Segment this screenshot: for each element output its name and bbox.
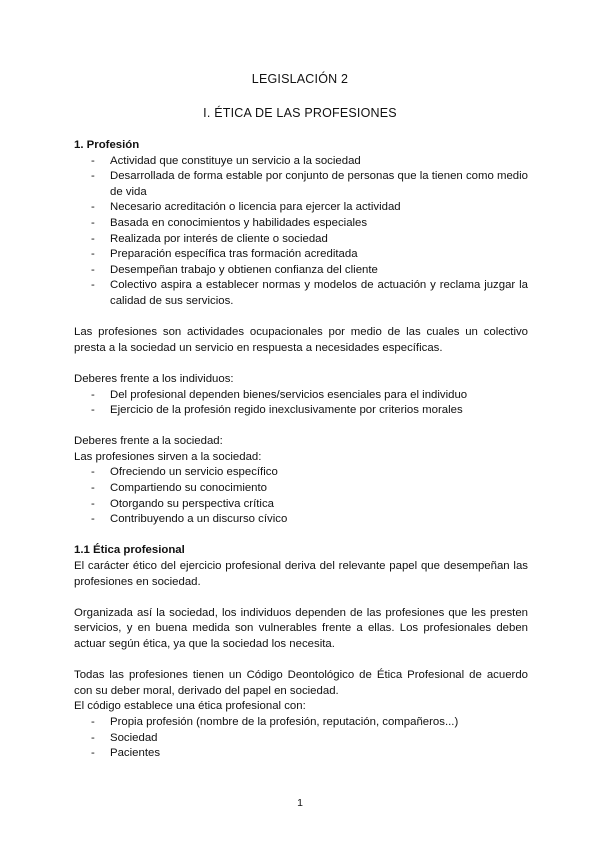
profesion-heading: 1. Profesión (74, 139, 140, 151)
list-item: - Ejercicio de la profesión regido inexclusivamente por criterios morales (74, 403, 528, 419)
etica-paragraph: Organizada así la sociedad, los individuos dependen de las profesiones que les presten servicios, y en buena medida son vulnerables frente a ellas. Los profesionales deben actuar según ética, ya que la sociedad los necesita. (74, 606, 528, 650)
list-item: - Compartiendo su conocimiento (74, 481, 528, 497)
etica-paragraph: Todas las profesiones tienen un Código Deontológico de Ética Profesional de acuerdo con su deber moral, derivado del papel en sociedad. (74, 669, 528, 697)
deberes-sociedad-sublabel: Las profesiones sirven a la sociedad: (74, 450, 262, 463)
list-item: - Desarrollada de forma estable por conjunto de personas que la tienen como medio de vida (74, 169, 528, 200)
code-intro: El código establece una ética profesional con: (74, 700, 306, 713)
code-list (74, 715, 528, 762)
list-item: - Contribuyendo a un discurso cívico (74, 512, 528, 528)
list-item: - Otorgando su perspectiva crítica (74, 497, 528, 513)
deberes-sociedad-list (74, 465, 528, 527)
profesion-definition: Las profesiones son actividades ocupacionales por medio de las cuales un colectivo presta a la sociedad un servicio en respuesta a necesidades específicas. (74, 326, 528, 354)
list-item: - Sociedad (74, 731, 528, 747)
page-number: 1 (297, 797, 303, 809)
etica-heading: 1.1 Ética profesional (74, 544, 185, 557)
list-item: - Desempeñan trabajo y obtienen confianza del cliente (74, 263, 528, 279)
list-item: - Propia profesión (nombre de la profesión, reputación, compañeros...) (74, 715, 528, 731)
list-item: - Del profesional dependen bienes/servicios esenciales para el individuo (74, 388, 528, 404)
list-item: - Realizada por interés de cliente o sociedad (74, 232, 528, 248)
section-title: I. ÉTICA DE LAS PROFESIONES (203, 106, 397, 120)
deberes-individuos-label: Deberes frente a los individuos: (74, 372, 234, 385)
document-body (74, 138, 528, 762)
document-title: LEGISLACIÓN 2 (251, 72, 349, 86)
list-item: - Necesario acreditación o licencia para ejercer la actividad (74, 200, 528, 216)
deberes-sociedad-label: Deberes frente a la sociedad: (74, 435, 223, 448)
list-item: - Actividad que constituye un servicio a la sociedad (74, 154, 528, 170)
list-item: - Basada en conocimientos y habilidades especiales (74, 216, 528, 232)
list-item: - Colectivo aspira a establecer normas y modelos de actuación y reclama juzgar la calidad de sus servicios. (74, 278, 528, 309)
deberes-individuos-list (74, 388, 528, 419)
list-item: - Pacientes (74, 746, 528, 762)
list-item: - Ofreciendo un servicio específico (74, 465, 528, 481)
list-item: - Preparación específica tras formación acreditada (74, 247, 528, 263)
profesion-list (74, 154, 528, 310)
etica-paragraph: El carácter ético del ejercicio profesional deriva del relevante papel que desempeñan las profesiones en sociedad. (74, 560, 528, 588)
